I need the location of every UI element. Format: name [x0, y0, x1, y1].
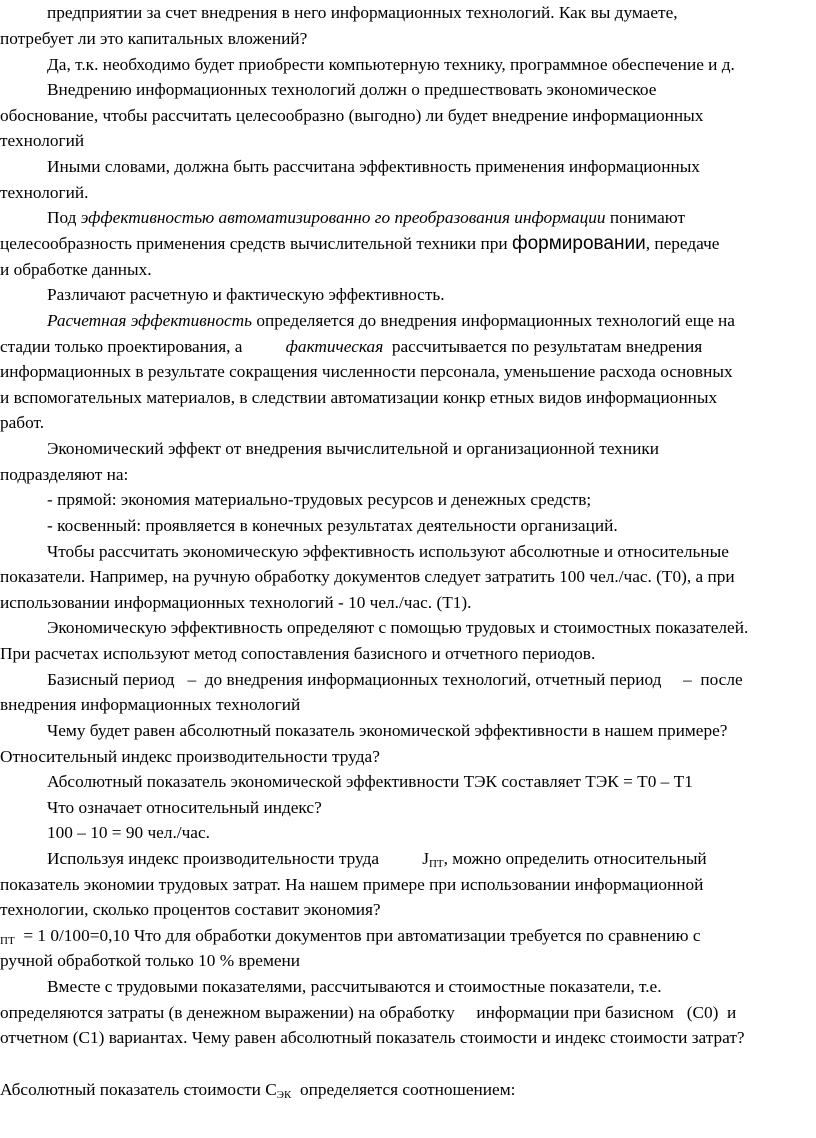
text-line: Экономический эффект от внедрения вычислительной и организационной техники [47, 439, 659, 458]
text-run: понимают [605, 208, 686, 227]
text-line: обоснование, чтобы рассчитать целесообразно (выгодно) ли будет внедрение информационных [0, 106, 704, 125]
text-line [0, 233, 816, 255]
text-line: Относительный индекс производительности труда? [0, 747, 380, 766]
text-run: , передаче [645, 234, 720, 253]
text-line: технологий. [0, 183, 89, 202]
text-line: При расчетах используют метод сопоставления базисного и отчетного периодов. [0, 644, 596, 663]
text-line: показатель экономии трудовых затрат. На нашем примере при использовании информационной [0, 875, 704, 894]
text-line: ручной обработкой только 10 % времени [0, 951, 301, 970]
text-line: Что означает относительный индекс? [47, 798, 322, 817]
subscript: ПТ [0, 935, 15, 947]
text-line: Чтобы рассчитать экономическую эффективность используют абсолютные и относительные [47, 542, 729, 561]
text-line [0, 207, 816, 229]
text-line: предприятии за счет внедрения в него информационных технологий. Как вы думаете, [47, 3, 678, 22]
text-line: Да, т.к. необходимо будет приобрести компьютерную технику, программное обеспечение и д. [47, 55, 735, 74]
text-line: Вместе с трудовыми показателями, рассчитываются и стоимостные показатели, т.е. [47, 977, 662, 996]
text-run: стадии только проектирования, а [0, 337, 286, 356]
text-line [0, 1079, 816, 1101]
text-line [0, 925, 816, 947]
text-line: Внедрению информационных технологий должн о предшествовать экономическое [47, 80, 657, 99]
text-line [0, 848, 816, 870]
text-line: Чему будет равен абсолютный показатель экономической эффективности в нашем примере? [47, 721, 728, 740]
text-line: внедрения информационных технологий [0, 695, 301, 714]
text-line: работ. [0, 413, 45, 432]
text-line: - косвенный: проявляется в конечных результатах деятельности организаций. [47, 516, 618, 535]
text-line: технологии, сколько процентов составит экономия? [0, 900, 381, 919]
text-run-sans: формировании [511, 233, 646, 254]
text-run: Абсолютный показатель стоимости С [0, 1080, 277, 1099]
text-line: и обработке данных. [0, 260, 152, 279]
text-line: потребует ли это капитальных вложений? [0, 29, 308, 48]
text-run: Используя индекс производительности труда J [47, 849, 429, 868]
text-line: отчетном (С1) вариантах. Чему равен абсолютный показатель стоимости и индекс стоимости затрат? [0, 1028, 745, 1047]
text-line: Различают расчетную и фактическую эффективность. [47, 285, 445, 304]
text-line: 100 – 10 = 90 чел./час. [47, 823, 210, 842]
text-line: информационных в результате сокращения численности персонала, уменьшение расхода основных [0, 362, 733, 381]
text-line [0, 310, 816, 332]
text-line: определяются затраты (в денежном выражении) на обработку информации при базисном (С0) и [0, 1003, 737, 1022]
text-run: , можно определить относительный [443, 849, 707, 868]
text-line: Иными словами, должна быть рассчитана эффективность применения информационных [47, 157, 700, 176]
text-line: и вспомогательных материалов, в следствии автоматизации конкр етных видов информационных [0, 388, 718, 407]
term-italic: эффективностью автоматизированно го преобразования информации [80, 208, 606, 227]
text-line: Абсолютный показатель экономической эффективности ТЭК составляет ТЭК = Т0 – Т1 [47, 772, 693, 791]
text-line: технологий [0, 131, 85, 150]
term-italic: Расчетная эффективность [47, 311, 253, 330]
text-line: Базисный период – до внедрения информационных технологий, отчетный период – после [47, 670, 743, 689]
text-run: целесообразность применения средств вычислительной техники при [0, 234, 512, 253]
text-line: показатели. Например, на ручную обработку документов следует затратить 100 чел./час. (Т0), а при [0, 567, 735, 586]
text-run: рассчитывается по результатам внедрения [383, 337, 703, 356]
text-run: определяется соотношением: [291, 1080, 516, 1099]
subscript: ПТ [428, 858, 444, 870]
text-line: использовании информационных технологий - 10 чел./час. (Т1). [0, 593, 472, 612]
text-line [0, 336, 816, 358]
text-run: = 1 0/100=0,10 Что для обработки документов при автоматизации требуется по сравнению с [14, 926, 701, 945]
subscript: ЭК [276, 1089, 292, 1101]
text-line: Экономическую эффективность определяют с помощью трудовых и стоимостных показателей. [47, 618, 749, 637]
text-run: определяется до внедрения информационных технологий еще на [252, 311, 735, 330]
text-run: Под [47, 208, 81, 227]
text-line: - прямой: экономия материально-трудовых ресурсов и денежных средств; [47, 490, 592, 509]
text-line: подразделяют на: [0, 465, 129, 484]
term-italic: фактическая [285, 337, 384, 356]
